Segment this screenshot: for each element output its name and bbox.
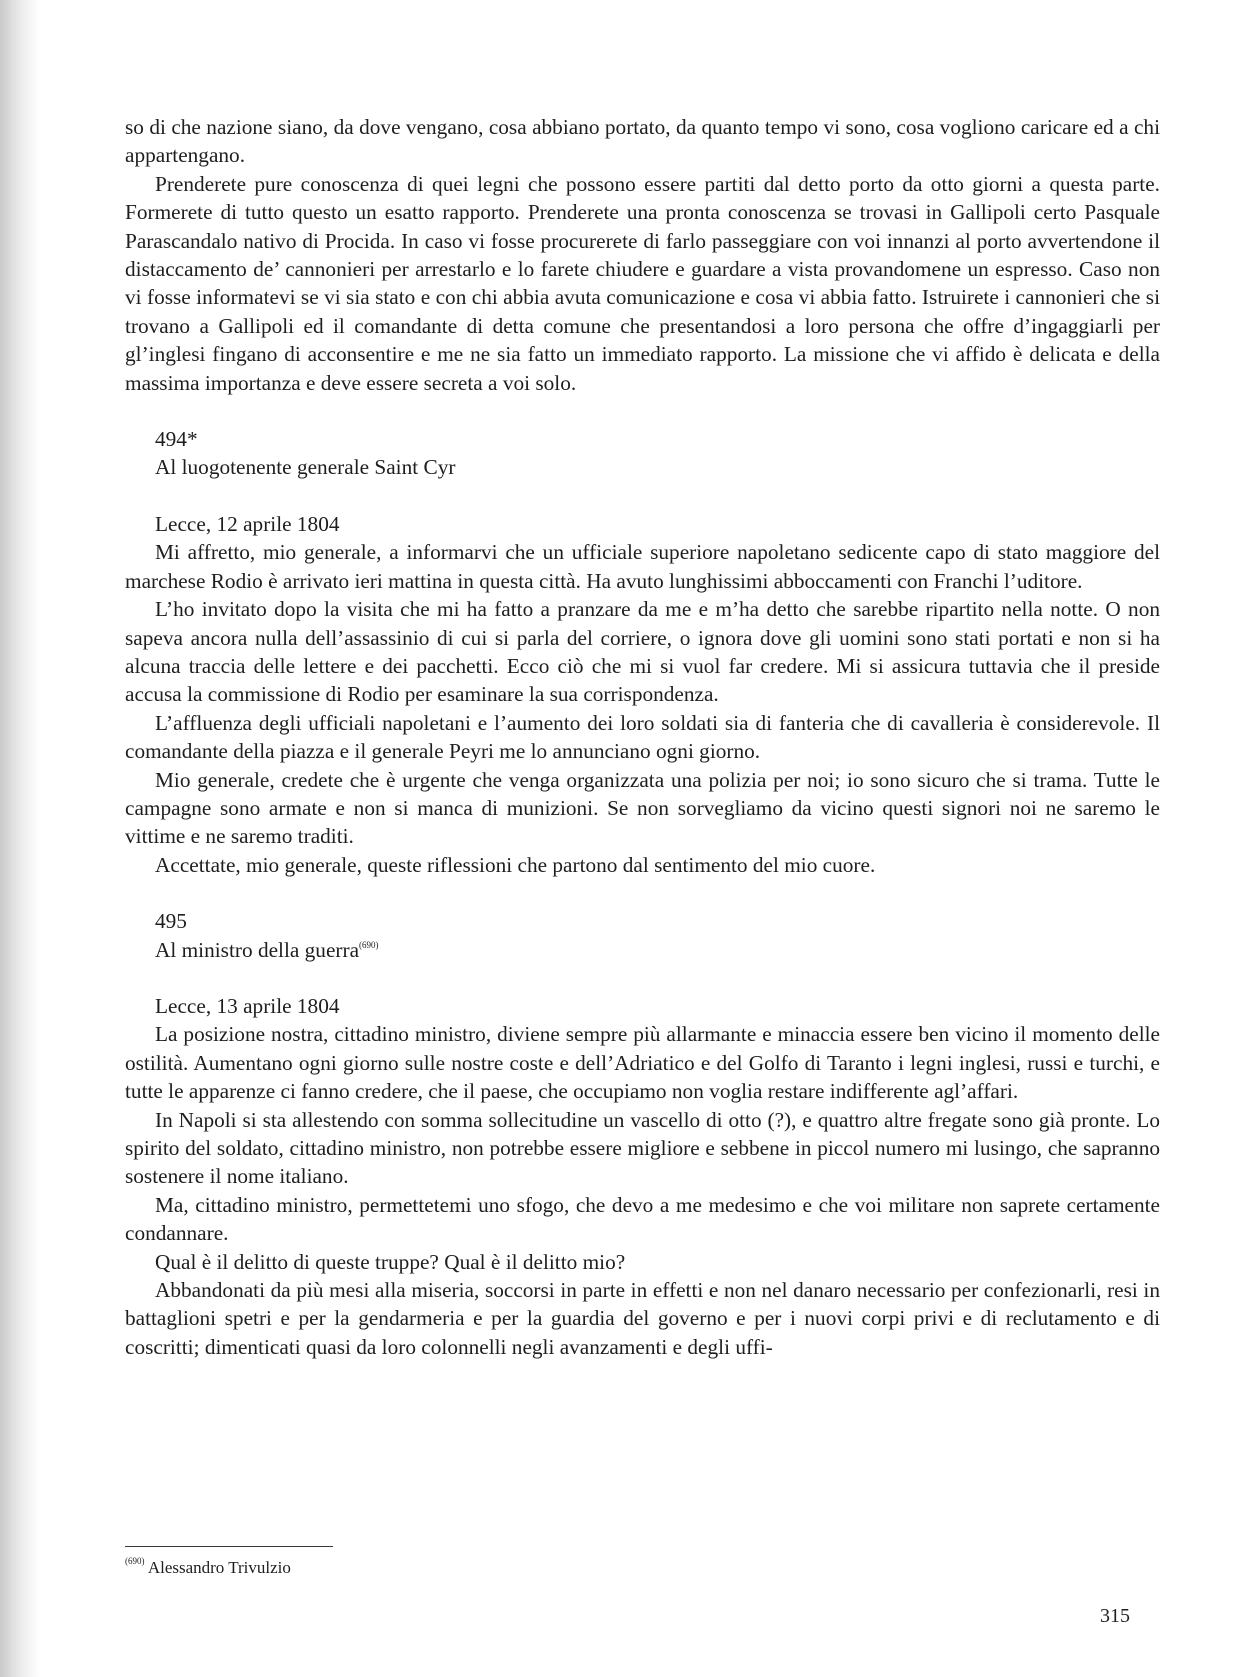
letter-495-date: Lecce, 13 aprile 1804 [155, 993, 340, 1018]
letter-495-paragraph: Abbandonati da più mesi alla miseria, soccorsi in parte in effetti e non nel danaro necessario per confezionarli, resi in battaglioni spetri e per la gendarmeria e per la guardia del governo e per i nuovi corpi privi e di reclutamento e di coscritti; dimenticati quasi da loro colonnelli negli avanzamenti e degli uffi- [125, 1278, 1160, 1359]
page-body [125, 113, 1160, 1361]
page-edge-shadow [0, 0, 40, 1677]
letter-494-recipient: Al luogotenente generale Saint Cyr [155, 455, 456, 480]
letter-494-paragraph: Accettate, mio generale, queste riflessioni che partono dal sentimento del mio cuore. [155, 852, 876, 877]
letter-495-paragraph: Qual è il delitto di queste truppe? Qual è il delitto mio? [155, 1249, 626, 1274]
footnote-reference: (690) [359, 939, 379, 950]
letter-495-paragraph: In Napoli si sta allestendo con somma sollecitudine un vascello di otto (?), e quattro altre fregate sono già pronte. Lo spirito del soldato, cittadino ministro, non potrebbe essere migliore e sebbene in piccol numero mi lusingo, che sapranno sostenere il nome italiano. [125, 1107, 1160, 1189]
letter-494-paragraph: L’affluenza degli ufficiali napoletani e l’aumento dei loro soldati sia di fanteria che di cavalleria è considerevole. Il comandante della piazza e il generale Peyri me lo annunciano ogni giorno. [125, 710, 1160, 764]
footnote-mark: (690) [125, 1556, 145, 1566]
footnote [125, 1557, 291, 1579]
letter-494-paragraph: Mio generale, credete che è urgente che venga organizzata una polizia per noi; io sono sicuro che si trama. Tutte le campagne sono armate e non si manca di munizioni. Se non sorvegliamo da vicino questi signori noi ne saremo le vittime e ne saremo traditi. [125, 767, 1160, 849]
letter-494-date: Lecce, 12 aprile 1804 [155, 511, 340, 536]
letter-494-number: 494* [155, 427, 198, 452]
letter-495-recipient-line [125, 936, 1160, 964]
paragraph-instructions: Prenderete pure conoscenza di quei legni che possono essere partiti dal detto porto da otto giorni a questa parte. Formerete di tutto questo un esatto rapporto. Prenderete una pronta conoscenza se trovasi in Gallipoli certo Pasquale Parascandalo nativo di Procida. In caso vi fosse procurerete di farlo passeggiare con voi innanzi al porto avvertendone il distaccamento de’ cannonieri per arrestarlo e lo farete chiudere e guardare a vista provandomene un espresso. Caso non vi fosse informatevi se vi sia stato e con chi abbia avuta comunicazione e cosa vi abbia fatto. Istruirete i cannonieri che si trovano a Gallipoli ed il comandante di detta comune che presentandosi a loro persona che offre d’ingaggiarli per gl’inglesi fingano di acconsentire e me ne sia fatto un immediato rapporto. La missione che vi affido è delicata e della massima importanza e deve essere secreta a voi solo. [125, 171, 1160, 395]
letter-495-paragraph: Ma, cittadino ministro, permettetemi uno sfogo, che devo a me medesimo e che voi militare non saprete certamente condannare. [125, 1192, 1160, 1246]
letter-494-paragraph: Mi affretto, mio generale, a informarvi che un ufficiale superiore napoletano sedicente capo di stato maggiore del marchese Rodio è arrivato ieri mattina in questa città. Ha avuto lunghissimi abboccamenti con Franchi l’uditore. [125, 540, 1160, 593]
footnote-divider [125, 1546, 333, 1547]
page-number: 315 [1100, 1605, 1130, 1627]
letter-494-paragraph: L’ho invitato dopo la visita che mi ha fatto a pranzare da me e m’ha detto che sarebbe ripartito nella notte. O non sapeva ancora nulla dell’assassinio di cui si parla del corriere, o ignora dove gli uomini sono stati portati e non si ha alcuna traccia delle lettere e dei pacchetti. Ecco ciò che mi si vuol far credere. Mi si assicura tuttavia che il preside accusa la commissione di Rodio per esaminare la sua corrispondenza. [125, 597, 1160, 707]
letter-495-number: 495 [155, 909, 187, 934]
paragraph-continuation: so di che nazione siano, da dove vengano, cosa abbiano portato, da quanto tempo vi sono, cosa vogliono caricare ed a chi appartengano. [125, 115, 1160, 168]
letter-495-paragraph: La posizione nostra, cittadino ministro, diviene sempre più allarmante e minaccia essere ben vicino il momento delle ostilità. Aumentano ogni giorno sulle nostre coste e dell’Adriatico e del Golfo di Taranto i legni inglesi, russi e turchi, e tutte le apparenze ci fanno credere, che il paese, che occupiamo non voglia restare indifferente agl’affari. [125, 1022, 1160, 1104]
letter-495-recipient: Al ministro della guerra [155, 937, 360, 962]
footnote-text: Alessandro Trivulzio [147, 1558, 291, 1577]
